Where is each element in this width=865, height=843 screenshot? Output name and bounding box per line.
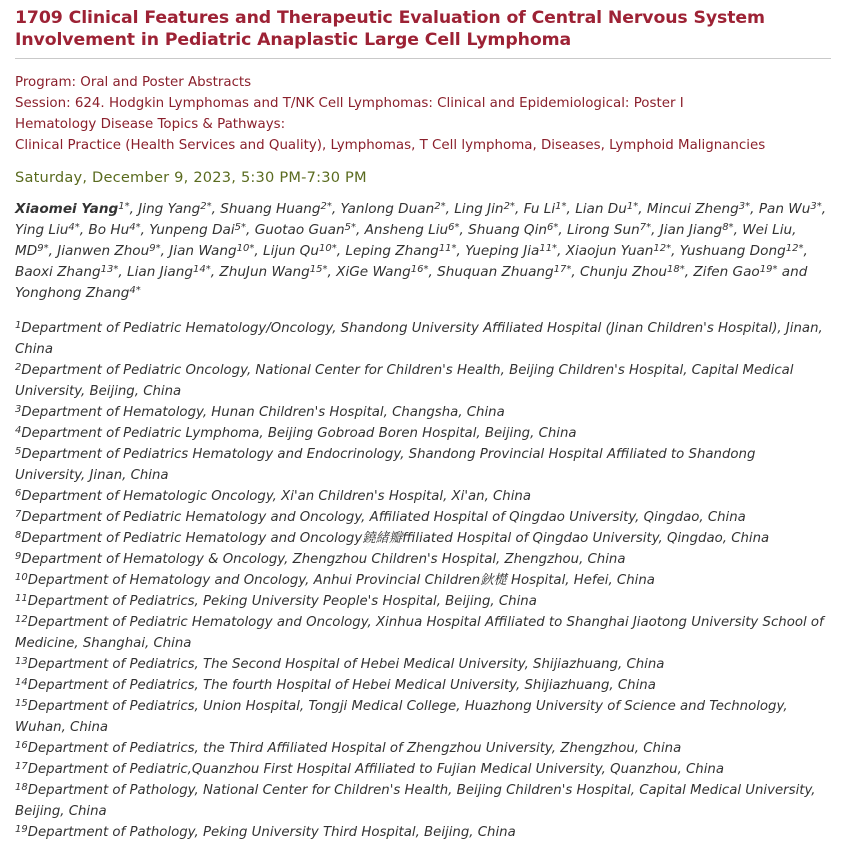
author-name: ZhuJun Wang bbox=[219, 264, 310, 280]
affiliation-text: Department of Pediatric Hematology and Oncology鐃緒瓣ffiliated Hospital of Qingdao University, Qingdao, China bbox=[21, 531, 770, 546]
author-affiliation-marker: 12* bbox=[653, 243, 672, 254]
author-affiliation-marker: 14* bbox=[193, 264, 211, 275]
author-name: Shuang Qin bbox=[468, 222, 548, 238]
affiliation-item bbox=[15, 612, 827, 654]
affiliation-text: Department of Pediatric Oncology, National Center for Children's Health, Beijing Children's Hospital, Capital Medical University, Beijing, China bbox=[15, 363, 794, 399]
author-name: Xiaojun Yuan bbox=[565, 243, 654, 259]
session-label: Session: bbox=[15, 96, 71, 111]
affiliation-number: 3 bbox=[15, 404, 22, 415]
author-affiliation-marker: 2* bbox=[320, 201, 332, 212]
affiliation-item bbox=[15, 486, 827, 507]
author-affiliation-marker: 8* bbox=[722, 222, 734, 233]
author-affiliation-marker: 11* bbox=[438, 243, 457, 254]
affiliation-item bbox=[15, 591, 827, 612]
affiliation-number: 11 bbox=[15, 593, 28, 604]
affiliation-item bbox=[15, 360, 827, 402]
affiliation-item bbox=[15, 675, 827, 696]
affiliation-number: 7 bbox=[15, 509, 22, 520]
author-conjunction: and bbox=[781, 264, 808, 280]
author-affiliation-marker: 11* bbox=[539, 243, 558, 254]
author-affiliation-marker: 19* bbox=[759, 264, 778, 275]
author-name: XiGe Wang bbox=[336, 264, 411, 280]
author-affiliation-marker: 1* bbox=[626, 201, 639, 212]
affiliation-item bbox=[15, 318, 827, 360]
affiliation-text: Department of Pediatrics, The Second Hospital of Hebei Medical University, Shijiazhuang, China bbox=[27, 657, 665, 672]
topic-link[interactable]: Lymphomas bbox=[330, 138, 412, 153]
author-affiliation-marker: 5* bbox=[344, 222, 356, 233]
author-name: Shuquan Zhuang bbox=[437, 264, 554, 280]
author-name: Lirong Sun bbox=[567, 222, 640, 238]
author-affiliation-marker: 6* bbox=[448, 222, 460, 233]
author-name: Bo Hu bbox=[88, 222, 130, 238]
affiliation-number: 10 bbox=[15, 572, 28, 583]
affiliation-number: 1 bbox=[15, 320, 22, 331]
author-name: Yunpeng Dai bbox=[149, 222, 235, 238]
affiliation-number: 14 bbox=[15, 677, 28, 688]
author-name: Leping Zhang bbox=[345, 243, 439, 259]
author-name: Shuang Huang bbox=[220, 201, 321, 217]
author-affiliation-marker: 5* bbox=[234, 222, 247, 233]
session-link[interactable]: 624. Hodgkin Lymphomas and T/NK Cell Lymphomas: Clinical and Epidemiological: Poster I bbox=[74, 96, 684, 111]
affiliation-text: Department of Pediatric Hematology and Oncology, Xinhua Hospital Affiliated to Shanghai Jiaotong University School of Medicine, Shanghai, China bbox=[15, 615, 824, 651]
author-name: Jian Jiang bbox=[659, 222, 723, 238]
topic-link[interactable]: Lymphoid Malignancies bbox=[609, 138, 766, 153]
affiliation-number: 18 bbox=[15, 782, 28, 793]
affiliation-item bbox=[15, 696, 827, 738]
affiliation-item bbox=[15, 528, 827, 549]
author-name: Guotao Guan bbox=[254, 222, 345, 238]
topics-list bbox=[15, 135, 851, 156]
affiliation-text: Department of Pediatric Hematology/Oncology, Shandong University Affiliated Hospital (Jinan Children's Hospital), Jinan, China bbox=[15, 321, 823, 357]
affiliation-text: Department of Pathology, Peking University Third Hospital, Beijing, China bbox=[27, 825, 516, 840]
session-row bbox=[15, 93, 851, 114]
author-affiliation-marker: 2* bbox=[200, 201, 212, 212]
topics-label: Hematology Disease Topics & Pathways: bbox=[15, 117, 286, 132]
topic-separator: , bbox=[600, 138, 610, 153]
author-name: Lian Du bbox=[575, 201, 627, 217]
affiliation-text: Department of Hematologic Oncology, Xi'an Children's Hospital, Xi'an, China bbox=[21, 489, 531, 504]
affiliation-item bbox=[15, 759, 827, 780]
author-name: Fu Li bbox=[523, 201, 556, 217]
author-affiliation-marker: 9* bbox=[37, 243, 49, 254]
affiliation-text: Department of Pediatric Lymphoma, Beijing Gobroad Boren Hospital, Beijing, China bbox=[21, 426, 577, 441]
affiliation-text: Department of Pediatrics, the Third Affiliated Hospital of Zhengzhou University, Zhengzhou, China bbox=[27, 741, 682, 756]
affiliation-text: Department of Pediatrics, Peking University People's Hospital, Beijing, China bbox=[27, 594, 537, 609]
affiliation-text: Department of Hematology & Oncology, Zhengzhou Children's Hospital, Zhengzhou, China bbox=[21, 552, 626, 567]
author-name: Mincui Zheng bbox=[646, 201, 739, 217]
author-name: Chunju Zhou bbox=[580, 264, 667, 280]
affiliation-text: Department of Pediatrics, The fourth Hospital of Hebei Medical University, Shijiazhuang, China bbox=[27, 678, 656, 693]
affiliation-item bbox=[15, 738, 827, 759]
affiliation-number: 12 bbox=[15, 614, 28, 625]
affiliation-number: 19 bbox=[15, 824, 28, 835]
affiliation-number: 6 bbox=[15, 488, 22, 499]
author-name: Pan Wu bbox=[758, 201, 811, 217]
title-divider bbox=[15, 58, 831, 59]
author-name: Yanlong Duan bbox=[340, 201, 435, 217]
author-name: Xiaomei Yang bbox=[15, 201, 119, 217]
topic-separator: , bbox=[411, 138, 420, 153]
topic-link[interactable]: T Cell lymphoma bbox=[419, 138, 533, 153]
affiliation-text: Department of Pediatric,Quanzhou First Hospital Affiliated to Fujian Medical University, Quanzhou, China bbox=[27, 762, 725, 777]
author-name: Wei Liu, MD bbox=[15, 222, 797, 259]
author-affiliation-marker: 4* bbox=[68, 222, 80, 233]
topic-link[interactable]: Clinical Practice (Health Services and Quality) bbox=[15, 138, 322, 153]
topic-separator: , bbox=[321, 138, 331, 153]
affiliation-item bbox=[15, 549, 827, 570]
author-name: Yushuang Dong bbox=[679, 243, 786, 259]
author-affiliation-marker: 15* bbox=[309, 264, 328, 275]
author-name: Yonghong Zhang bbox=[15, 285, 130, 301]
affiliation-text: Department of Pediatrics Hematology and Endocrinology, Shandong Provincial Hospital Affiliated to Shandong University, Jinan, China bbox=[15, 447, 756, 483]
author-affiliation-marker: 18* bbox=[666, 264, 685, 275]
session-date: Saturday, December 9, 2023, 5:30 PM-7:30 PM bbox=[15, 169, 367, 186]
author-affiliation-marker: 6* bbox=[547, 222, 559, 233]
author-affiliation-marker: 12* bbox=[785, 243, 804, 254]
affiliation-number: 15 bbox=[15, 698, 28, 709]
affiliation-text: Department of Hematology, Hunan Children's Hospital, Changsha, China bbox=[21, 405, 505, 420]
author-affiliation-marker: 2* bbox=[503, 201, 515, 212]
affiliation-item bbox=[15, 402, 827, 423]
affiliation-number: 8 bbox=[15, 530, 22, 541]
author-affiliation-marker: 1* bbox=[555, 201, 567, 212]
affiliation-list bbox=[15, 318, 827, 843]
affiliation-item bbox=[15, 570, 827, 591]
author-affiliation-marker: 4* bbox=[129, 285, 141, 296]
author-name: Zifen Gao bbox=[693, 264, 760, 280]
author-affiliation-marker: 10* bbox=[236, 243, 255, 254]
author-name: Ying Liu bbox=[15, 222, 69, 238]
author-affiliation-marker: 2* bbox=[434, 201, 446, 212]
topic-separator: , bbox=[532, 138, 541, 153]
affiliation-item bbox=[15, 780, 827, 822]
author-affiliation-marker: 9* bbox=[149, 243, 161, 254]
author-affiliation-marker: 3* bbox=[810, 201, 822, 212]
affiliation-number: 5 bbox=[15, 446, 22, 457]
author-list: Xiaomei Yang$^{1*}$, Jing Yang$^{2*}$, Shuang Huang$^{2*}$, Yanlong Duan$^{2*}$, Ling Jin$^{2*}$, Fu $Li^{1*}$, Lian $Du^{1*}$, Mincui Zheng$^{3*}$, Pan $Wu^{3*}$, Ying Liu$^{4*}$, Bo $Hu^{4*}$, Yunpeng Dai$^{5*}$, Guotao Guan$^{5*}$, Ansheng Liu$^{6*}$, Shuang Qin$^{6*}$, Lirong Sun$^{7*}$, Jian Jiang$^{8*}$, Wei Liu, $MD^{9*}$, Jianwen Zhou$^{9*}$, Jian Wang$^{10*}$, Lijun $Qu^{10*}$, Leping Zhang$^{11*}$, Yueping Jia$^{11*}$, Xiaojun Yuan$^{12*}$, Yushuang Dong$^{12*}$, Baoxi Zhang$^{13*}$, Lian Jiang$^{14*}$, ZhuJun Wang$^{15*}$, XiGe Wang$^{16*}$, Shuquan Zhuang$^{17*}$, Chunju Zhou$^{18*}$, Zifen Gao$^{19*}$ and Yonghong Zhang$^{4*}$ bbox=[15, 201, 827, 301]
topic-link[interactable]: Diseases bbox=[540, 138, 601, 153]
author-affiliation-marker: 17* bbox=[553, 264, 572, 275]
affiliation-item bbox=[15, 654, 827, 675]
author-name: Jing Yang bbox=[138, 201, 201, 217]
author-name: Yueping Jia bbox=[465, 243, 540, 259]
author-name: Lijun Qu bbox=[263, 243, 319, 259]
author-name: Ansheng Liu bbox=[364, 222, 449, 238]
author-affiliation-marker: 7* bbox=[639, 222, 652, 233]
author-name: Ling Jin bbox=[454, 201, 504, 217]
affiliation-number: 4 bbox=[15, 425, 22, 436]
abstract-meta bbox=[15, 72, 851, 156]
author-affiliation-marker: 13* bbox=[100, 264, 119, 275]
author-affiliation-marker: 3* bbox=[738, 201, 751, 212]
author-affiliation-marker: 10* bbox=[319, 243, 337, 254]
affiliation-number: 16 bbox=[15, 740, 28, 751]
program-row bbox=[15, 72, 851, 93]
author-name: Jian Wang bbox=[169, 243, 237, 259]
affiliation-text: Department of Hematology and Oncology, Anhui Provincial Children鈥檚 Hospital, Hefei, China bbox=[27, 573, 655, 588]
author-affiliation-marker: 16* bbox=[410, 264, 429, 275]
author-name: Lian Jiang bbox=[127, 264, 193, 280]
affiliation-text: Department of Pediatrics, Union Hospital, Tongji Medical College, Huazhong University of Science and Technology, Wuhan, China bbox=[15, 699, 788, 735]
program-link[interactable]: Oral and Poster Abstracts bbox=[80, 75, 252, 90]
program-label: Program: bbox=[15, 75, 77, 90]
affiliation-text: Department of Pathology, National Center for Children's Health, Beijing Children's Hospital, Capital Medical University, Beijing, China bbox=[15, 783, 816, 819]
affiliation-number: 2 bbox=[15, 362, 22, 373]
affiliation-number: 17 bbox=[15, 761, 28, 772]
affiliation-item bbox=[15, 444, 827, 486]
affiliation-text: Department of Pediatric Hematology and Oncology, Affiliated Hospital of Qingdao University, Qingdao, China bbox=[21, 510, 746, 525]
author-name: Baoxi Zhang bbox=[15, 264, 101, 280]
affiliation-item bbox=[15, 423, 827, 444]
author-affiliation-marker: 4* bbox=[129, 222, 141, 233]
affiliation-number: 13 bbox=[15, 656, 28, 667]
affiliation-item bbox=[15, 822, 827, 843]
affiliation-item bbox=[15, 507, 827, 528]
author-affiliation-marker: 1* bbox=[118, 201, 130, 212]
author-name: Jianwen Zhou bbox=[57, 243, 150, 259]
abstract-title: 1709 Clinical Features and Therapeutic Evaluation of Central Nervous System Involvement in Pediatric Anaplastic Large Cell Lymphoma bbox=[15, 8, 765, 50]
affiliation-number: 9 bbox=[15, 551, 22, 562]
